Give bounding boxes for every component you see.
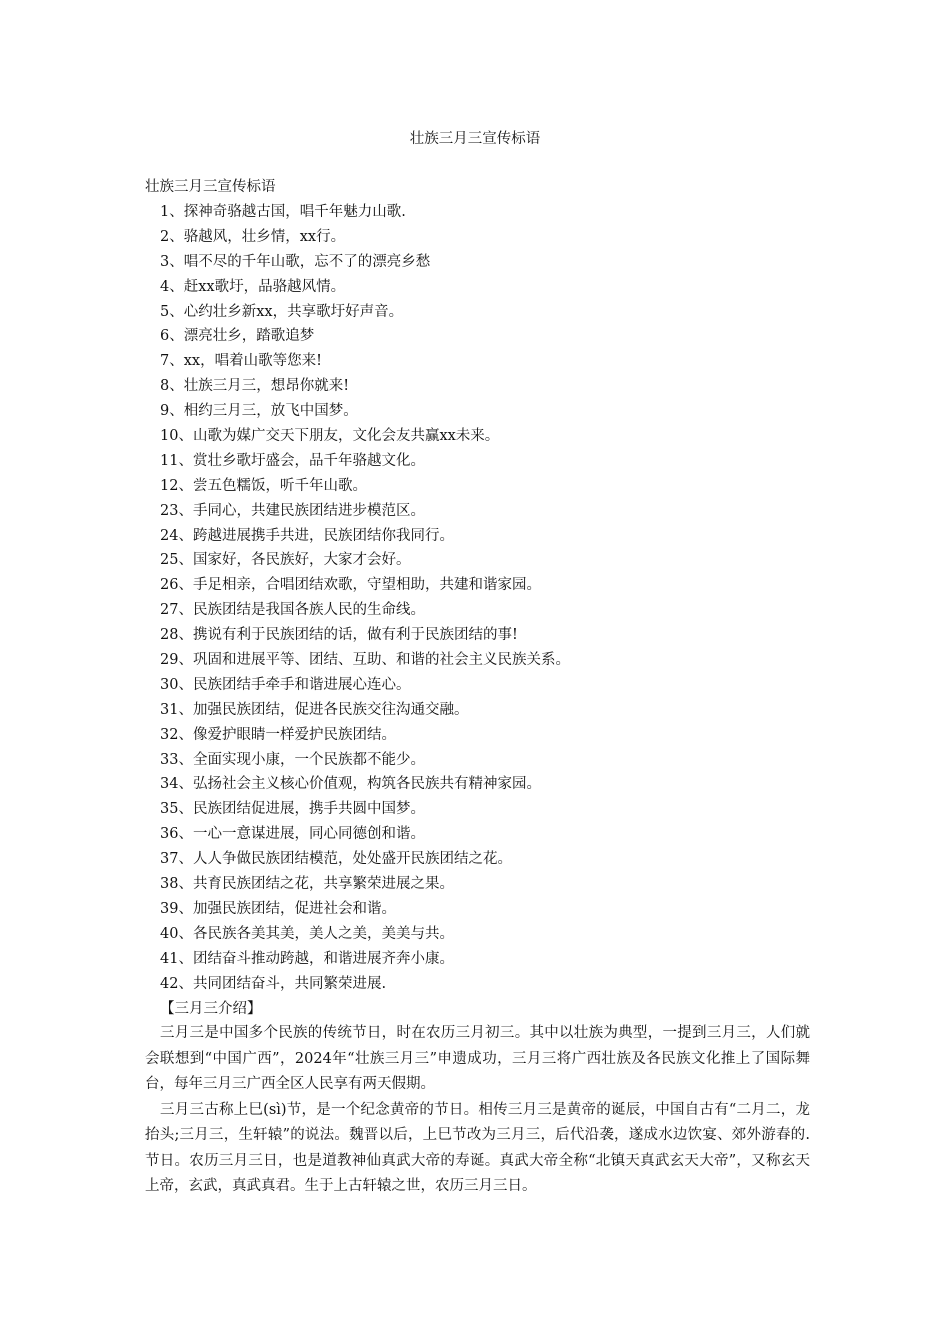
- document-body: [145, 175, 810, 1200]
- slogan-item: 7、xx，唱着山歌等您来!: [160, 353, 322, 370]
- slogan-item: 26、手足相亲，合唱团结欢歌，守望相助，共建和谐家园。: [160, 577, 541, 594]
- slogan-item: 37、人人争做民族团结模范，处处盛开民族团结之花。: [160, 851, 512, 868]
- slogan-item: 3、唱不尽的千年山歌，忘不了的漂亮乡愁: [160, 253, 431, 270]
- slogan-item: 23、手同心，共建民族团结进步模范区。: [160, 502, 425, 519]
- slogan-item: 40、各民族各美其美，美人之美，美美与共。: [160, 925, 454, 942]
- intro-paragraph: 三月三古称上巳(sì)节，是一个纪念黄帝的节日。相传三月三是黄帝的诞辰，中国自古有“二月二，龙抬头;三月三，生轩辕”的说法。魏晋以后，上巳节改为三月三，后代沿袭，遂成水边饮宴、郊外游春的.节日。农历三月三日，也是道教神仙真武大帝的寿诞。真武大帝全称“北镇天真武玄天大帝”，又称玄天上帝，玄武，真武真君。生于上古轩辕之世，农历三月三日。: [145, 1101, 810, 1195]
- slogan-item: 32、像爱护眼睛一样爱护民族团结。: [160, 726, 396, 743]
- slogan-item: 5、心约壮乡新xx，共享歌圩好声音。: [160, 303, 404, 320]
- slogan-item: 30、民族团结手牵手和谐进展心连心。: [160, 676, 411, 693]
- slogan-item: 42、共同团结奋斗，共同繁荣进展.: [160, 975, 387, 992]
- slogan-item: 36、一心一意谋进展，同心同德创和谐。: [160, 826, 425, 843]
- slogan-item: 35、民族团结促进展，携手共圆中国梦。: [160, 801, 425, 818]
- slogan-item: 1、探神奇骆越古国，唱千年魅力山歌.: [160, 204, 406, 220]
- slogan-item: 2、骆越风，壮乡情，xx行。: [160, 228, 346, 245]
- slogan-item: 34、弘扬社会主义核心价值观，构筑各民族共有精神家园。: [160, 776, 541, 793]
- slogan-item: 11、赏壮乡歌圩盛会，品千年骆越文化。: [160, 452, 425, 469]
- slogan-item: 9、相约三月三，放飞中国梦。: [160, 403, 358, 420]
- slogan-item: 4、赶xx歌圩，品骆越风情。: [160, 278, 346, 295]
- slogan-item: 41、团结奋斗推动跨越，和谐进展齐奔小康。: [160, 950, 454, 967]
- slogan-item: 38、共育民族团结之花，共享繁荣进展之果。: [160, 876, 454, 893]
- slogan-item: 28、携说有利于民族团结的话，做有利于民族团结的事!: [160, 627, 518, 644]
- document-title: 壮族三月三宣传标语: [409, 131, 541, 147]
- document-subtitle: 壮族三月三宣传标语: [145, 179, 276, 195]
- intro-paragraph: 三月三是中国多个民族的传统节日，时在农历三月初三。其中以壮族为典型，一提到三月三，人们就会联想到“中国广西”，2024年“壮族三月三”申遗成功，三月三将广西壮族及各民族文化推上了国际舞台，每年三月三广西全区人民享有两天假期。: [145, 1025, 810, 1093]
- slogan-item: 33、全面实现小康，一个民族都不能少。: [160, 751, 425, 768]
- slogan-item: 25、国家好，各民族好，大家才会好。: [160, 552, 411, 569]
- slogan-item: 12、尝五色糯饭，听千年山歌。: [160, 477, 367, 494]
- slogan-item: 27、民族团结是我国各族人民的生命线。: [160, 602, 425, 619]
- slogan-item: 29、巩固和进展平等、团结、互助、和谐的社会主义民族关系。: [160, 652, 570, 669]
- slogan-item: 24、跨越进展携手共进，民族团结你我同行。: [160, 527, 454, 544]
- slogan-list: [145, 200, 810, 997]
- slogan-item: 10、山歌为媒广交天下朋友，文化会友共赢xx未来。: [160, 428, 500, 445]
- slogan-item: 31、加强民族团结，促进各民族交往沟通交融。: [160, 701, 469, 718]
- slogan-item: 6、漂亮壮乡，踏歌追梦: [160, 328, 315, 345]
- intro-heading: 【三月三介绍】: [160, 1000, 262, 1017]
- slogan-item: 39、加强民族团结，促进社会和谐。: [160, 900, 396, 917]
- slogan-item: 8、壮族三月三，想昂你就来!: [160, 378, 350, 395]
